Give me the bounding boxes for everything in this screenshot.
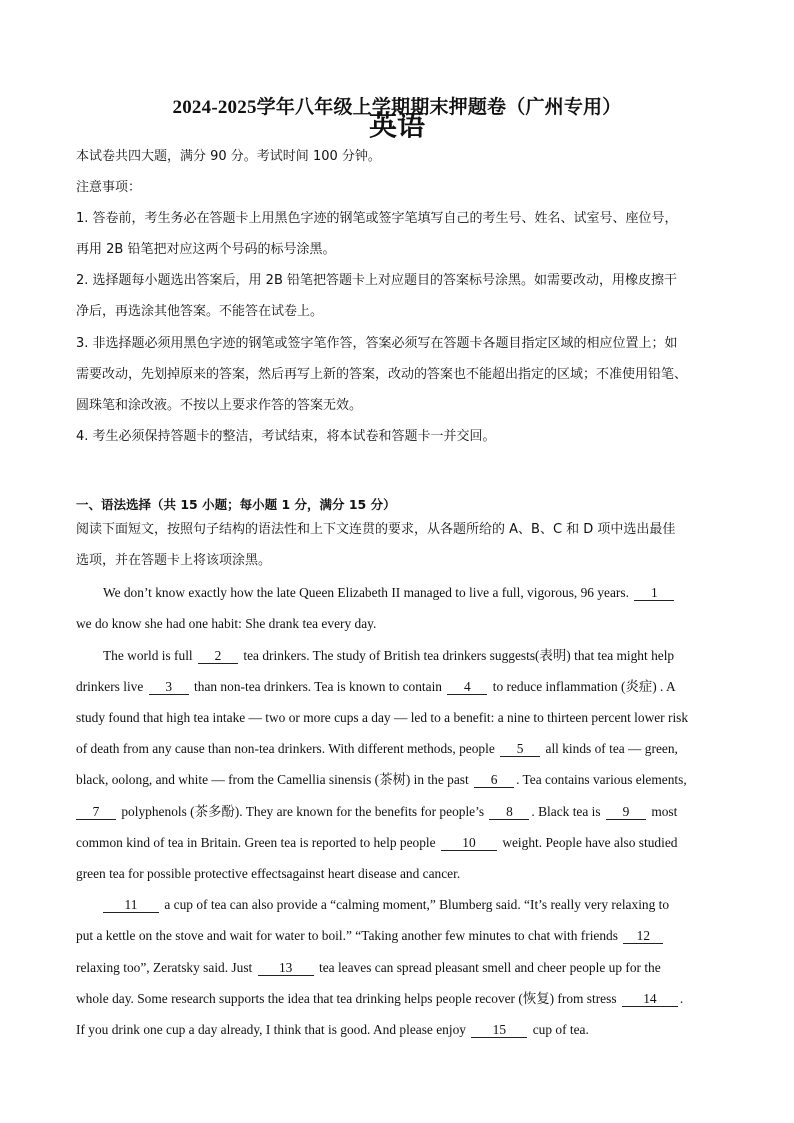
passage-text: than non-tea drinkers. Tea is known to contain	[194, 679, 442, 694]
blank-9: 9	[606, 805, 646, 820]
blank-3: 3	[149, 680, 189, 695]
blank-6: 6	[474, 773, 514, 788]
notice-item-3-line-2: 需要改动，先划掉原来的答案，然后再写上新的答案，改动的答案也不能超出指定的区域；不准使用铅笔、	[76, 367, 688, 382]
passage-text: green tea for possible protective effectsagainst heart disease and cancer.	[76, 866, 461, 881]
passage-text: of death from any cause than non-tea drinkers. With different methods, people	[76, 741, 495, 756]
exam-title: 2024-2025学年八年级上学期期末押题卷（广州专用）	[172, 97, 622, 118]
passage-line	[76, 741, 678, 757]
notice-item-1-line-2: 再用 2B 铅笔把对应这两个号码的标号涂黑。	[76, 242, 336, 257]
passage-text: common kind of tea in Britain. Green tea is reported to help people	[76, 835, 436, 850]
passage-text: to reduce inflammation (炎症) . A	[492, 679, 676, 694]
passage-text: We don’t know exactly how the late Queen Elizabeth II managed to live a full, vigorous, 96 years.	[103, 585, 629, 600]
passage-text: If you drink one cup a day already, I think that is good. And please enjoy	[76, 1022, 466, 1037]
notice-item-2-line-1: 2. 选择题每小题选出答案后，用 2B 铅笔把答题卡上对应题目的答案标号涂黑。如需要改动，用橡皮擦干	[76, 273, 677, 288]
passage-text: black, oolong, and white — from the Camellia sinensis (茶树) in the past	[76, 772, 469, 787]
passage-line	[76, 835, 677, 851]
section-heading: 一、语法选择（共 15 小题；每小题 1 分，满分 15 分）	[76, 497, 396, 512]
passage-text: we do know she had one habit: She drank tea every day.	[76, 616, 377, 631]
notice-item-3-line-1: 3. 非选择题必须用黑色字迹的钢笔或签字笔作答，答案必须写在答题卡各题目指定区域的相应位置上；如	[76, 336, 678, 351]
blank-14: 14	[622, 992, 678, 1007]
blank-8: 8	[489, 805, 529, 820]
passage-text: drinkers live	[76, 679, 144, 694]
passage-text: . Tea contains various elements,	[516, 772, 687, 787]
passage-text: all kinds of tea — green,	[545, 741, 678, 756]
passage-line	[103, 897, 669, 913]
passage-text: polyphenols (茶多酚). They are known for the benefits for people’s	[121, 804, 485, 819]
passage-line	[76, 804, 677, 820]
passage-text: tea leaves can spread pleasant smell and cheer people up for the	[319, 960, 661, 975]
notice-label: 注意事项：	[76, 180, 142, 195]
passage-line	[76, 866, 460, 882]
exam-intro: 本试卷共四大题，满分 90 分。考试时间 100 分钟。	[76, 149, 381, 164]
notice-item-4-line-1: 4. 考生必须保持答题卡的整洁，考试结束，将本试卷和答题卡一并交回。	[76, 429, 496, 444]
blank-11: 11	[103, 898, 159, 913]
subject-title: 英语	[368, 109, 425, 142]
passage-text: whole day. Some research supports the idea that tea drinking helps people recover (恢复) from stress	[76, 991, 617, 1006]
section-directions-line-2: 选项，并在答题卡上将该项涂黑。	[76, 553, 272, 568]
passage-text: most	[651, 804, 678, 819]
passage-line	[76, 616, 376, 632]
passage-text: cup of tea.	[532, 1022, 589, 1037]
blank-1: 1	[634, 586, 674, 601]
passage-text: relaxing too”, Zeratsky said. Just	[76, 960, 253, 975]
passage-text: a cup of tea can also provide a “calming moment,” Blumberg said. “It’s really very relaxing to	[164, 897, 670, 912]
blank-13: 13	[258, 961, 314, 976]
passage-text: weight. People have also studied	[502, 835, 678, 850]
blank-5: 5	[500, 742, 540, 757]
passage-line	[76, 928, 665, 944]
passage-line	[76, 679, 676, 695]
passage-line: whole day. Some research supports the idea that tea drinking helps people recover (恢复) from stress 14 .	[76, 991, 684, 1006]
passage-line	[76, 960, 661, 976]
passage-text: put a kettle on the stove and wait for water to boil.” “Taking another few minutes to chat with friends	[76, 928, 618, 943]
passage-text: study found that high tea intake — two or more cups a day — led to a benefit: a nine to thirteen percent lower risk	[76, 710, 689, 725]
blank-12: 12	[623, 929, 663, 944]
notice-item-3-line-3: 圆珠笔和涂改液。不按以上要求作答的答案无效。	[76, 398, 363, 413]
passage-line	[103, 585, 676, 601]
passage-line	[76, 772, 687, 788]
notice-item-2-line-2: 净后，再选涂其他答案。不能答在试卷上。	[76, 304, 324, 319]
passage-line	[76, 710, 688, 726]
passage-line	[103, 648, 674, 664]
passage-line	[76, 1022, 589, 1038]
passage-text: . Black tea is	[531, 804, 601, 819]
blank-2: 2	[198, 649, 238, 664]
blank-4: 4	[447, 680, 487, 695]
passage-text: tea drinkers. The study of British tea drinkers suggests(表明) that tea might help	[243, 648, 675, 663]
notice-item-1-line-1: 1. 答卷前，考生务必在答题卡上用黑色字迹的钢笔或签字笔填写自己的考生号、姓名、试室号、座位号，	[76, 211, 678, 226]
blank-10: 10	[441, 836, 497, 851]
blank-7: 7	[76, 805, 116, 820]
passage-text: The world is full	[103, 648, 193, 663]
section-directions-line-1: 阅读下面短文，按照句子结构的语法性和上下文连贯的要求，从各题所给的 A、B、C 和 D 项中选出最佳	[76, 522, 676, 537]
blank-15: 15	[471, 1023, 527, 1038]
